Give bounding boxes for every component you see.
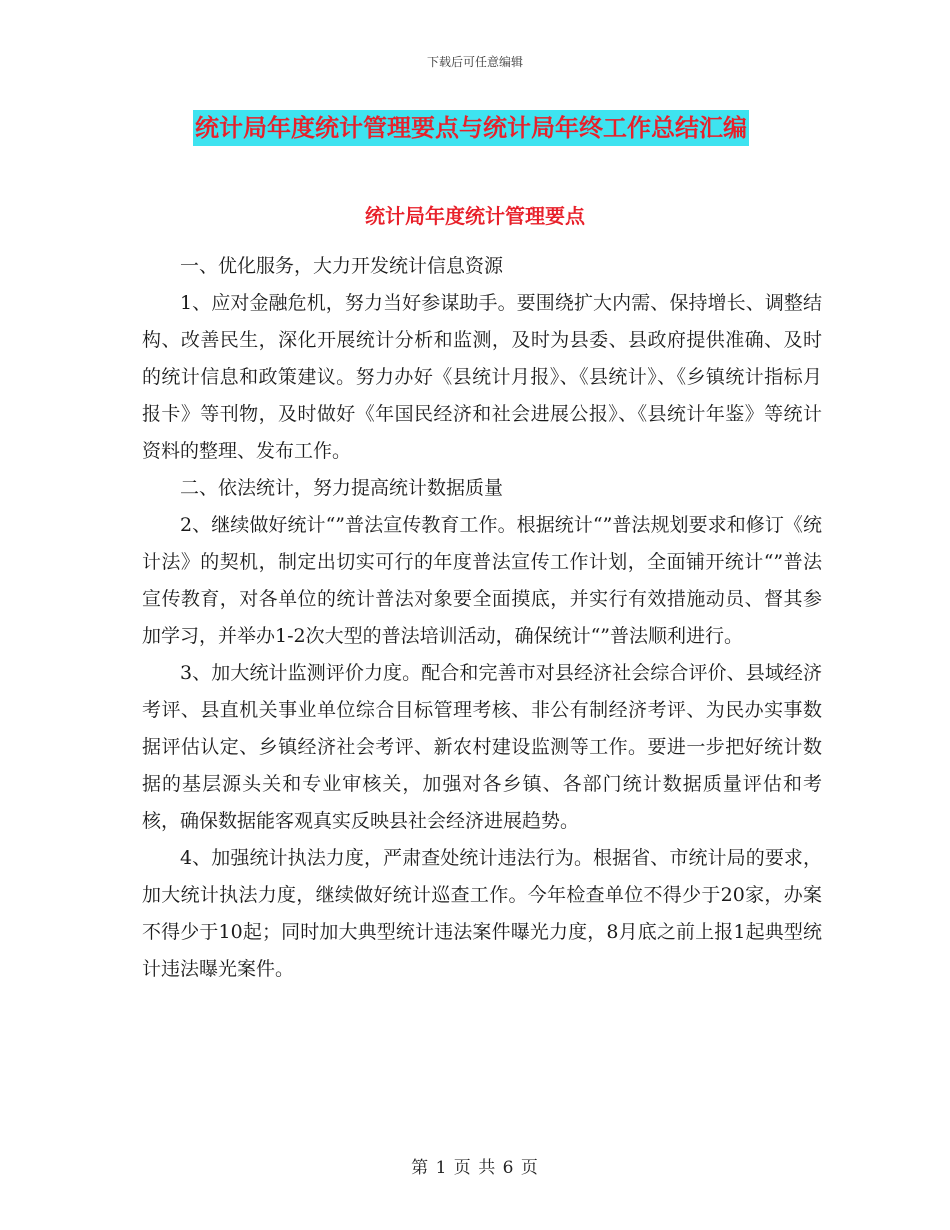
body-paragraph: 3、加大统计监测评价力度。配合和完善市对县经济社会综合评价、县域经济考评、县直机关事业单位综合目标管理考核、非公有制经济考评、为民办实事数据评估认定、乡镇经济社会考评、新农村建设监测等工作。要进一步把好统计数据的基层源头关和专业审核关，加强对各乡镇、各部门统计数据质量评估和考核，确保数据能客观真实反映县社会经济进展趋势。 — [142, 662, 822, 832]
heading-paragraph: 二、依法统计，努力提高统计数据质量 — [180, 477, 504, 499]
document-main-title: 统计局年度统计管理要点与统计局年终工作总结汇编 — [193, 110, 749, 146]
body-paragraph: 4、加强统计执法力度，严肃查处统计违法行为。根据省、市统计局的要求，加大统计执法力度，继续做好统计巡查工作。今年检查单位不得少于20家，办案不得少于10起；同时加大典型统计违法案件曝光力度，8月底之前上报1起典型统计违法曝光案件。 — [142, 847, 822, 980]
heading-paragraph: 一、优化服务，大力开发统计信息资源 — [180, 255, 504, 277]
document-body — [142, 248, 822, 988]
page-number: 第 1 页 共 6 页 — [411, 1158, 539, 1178]
section-title: 统计局年度统计管理要点 — [365, 204, 585, 228]
body-paragraph: 1、应对金融危机，努力当好参谋助手。要围绕扩大内需、保持增长、调整结构、改善民生，深化开展统计分析和监测，及时为县委、县政府提供准确、及时的统计信息和政策建议。努力办好《县统计月报》、《县统计》、《乡镇统计指标月报卡》等刊物，及时做好《年国民经济和社会进展公报》、《县统计年鉴》等统计资料的整理、发布工作。 — [142, 292, 822, 462]
body-paragraph: 2、继续做好统计“”普法宣传教育工作。根据统计“”普法规划要求和修订《统计法》的契机，制定出切实可行的年度普法宣传工作计划，全面铺开统计“”普法宣传教育，对各单位的统计普法对象要全面摸底，并实行有效措施动员、督其参加学习，并举办1-2次大型的普法培训活动，确保统计“”普法顺利进行。 — [142, 514, 822, 647]
header-note: 下载后可任意编辑 — [426, 55, 523, 69]
